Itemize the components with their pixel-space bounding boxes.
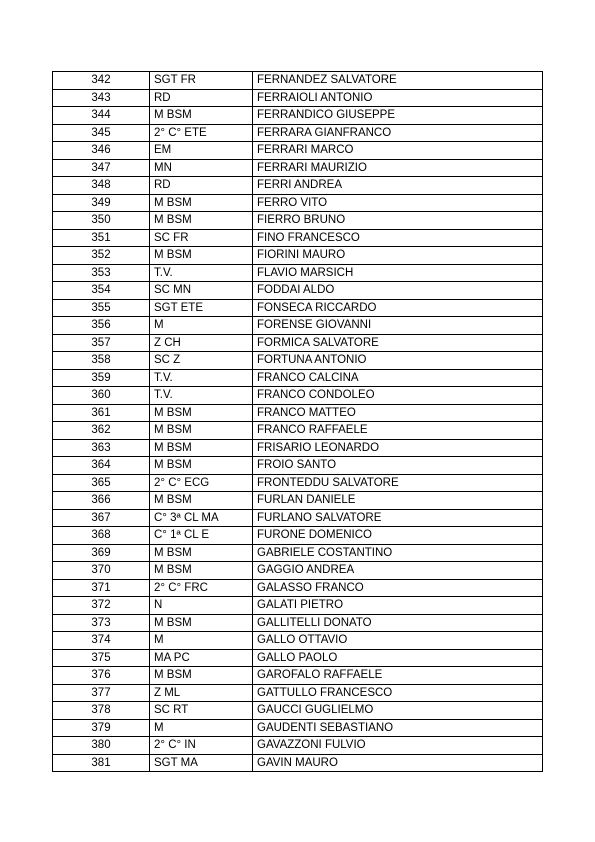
table-row	[53, 439, 543, 457]
row-number-cell: 358	[53, 352, 150, 370]
row-number-cell: 352	[53, 247, 150, 265]
name-cell: GAVAZZONI FULVIO	[253, 737, 543, 755]
row-number-cell: 370	[53, 562, 150, 580]
row-number-cell: 368	[53, 527, 150, 545]
row-number-cell: 351	[53, 229, 150, 247]
name-cell: FERRO VITO	[253, 194, 543, 212]
rank-cell: 2° C° ETE	[150, 124, 253, 142]
table-row	[53, 352, 543, 370]
table-row	[53, 544, 543, 562]
rank-cell: SC RT	[150, 702, 253, 720]
row-number-cell: 378	[53, 702, 150, 720]
table-row	[53, 264, 543, 282]
name-cell: FRONTEDDU SALVATORE	[253, 474, 543, 492]
rank-cell: M	[150, 719, 253, 737]
rank-cell: EM	[150, 142, 253, 160]
rank-cell: C° 1ª CL E	[150, 527, 253, 545]
name-cell: FURLAN DANIELE	[253, 492, 543, 510]
table-row	[53, 229, 543, 247]
rank-cell: M BSM	[150, 194, 253, 212]
personnel-table	[52, 71, 543, 772]
row-number-cell: 346	[53, 142, 150, 160]
name-cell: GALLO OTTAVIO	[253, 632, 543, 650]
rank-cell: M BSM	[150, 439, 253, 457]
name-cell: FERRARA GIANFRANCO	[253, 124, 543, 142]
table-row	[53, 527, 543, 545]
table-row	[53, 422, 543, 440]
row-number-cell: 354	[53, 282, 150, 300]
table-row	[53, 614, 543, 632]
table-row	[53, 754, 543, 772]
row-number-cell: 353	[53, 264, 150, 282]
row-number-cell: 372	[53, 597, 150, 615]
row-number-cell: 377	[53, 684, 150, 702]
table-row	[53, 317, 543, 335]
name-cell: GATTULLO FRANCESCO	[253, 684, 543, 702]
rank-cell: C° 3ª CL MA	[150, 509, 253, 527]
row-number-cell: 375	[53, 649, 150, 667]
rank-cell: RD	[150, 89, 253, 107]
name-cell: FODDAI ALDO	[253, 282, 543, 300]
rank-cell: 2° C° IN	[150, 737, 253, 755]
table-row	[53, 177, 543, 195]
name-cell: FERRI ANDREA	[253, 177, 543, 195]
table-row	[53, 142, 543, 160]
table-row	[53, 212, 543, 230]
row-number-cell: 344	[53, 107, 150, 125]
rank-cell: M BSM	[150, 457, 253, 475]
name-cell: GALASSO FRANCO	[253, 579, 543, 597]
row-number-cell: 343	[53, 89, 150, 107]
rank-cell: Z CH	[150, 334, 253, 352]
row-number-cell: 357	[53, 334, 150, 352]
rank-cell: T.V.	[150, 387, 253, 405]
rank-cell: M BSM	[150, 544, 253, 562]
table-row	[53, 649, 543, 667]
name-cell: FURLANO SALVATORE	[253, 509, 543, 527]
name-cell: FRANCO MATTEO	[253, 404, 543, 422]
name-cell: FERRAIOLI ANTONIO	[253, 89, 543, 107]
table-row	[53, 492, 543, 510]
name-cell: FIORINI MAURO	[253, 247, 543, 265]
rank-cell: SGT ETE	[150, 299, 253, 317]
rank-cell: M BSM	[150, 422, 253, 440]
name-cell: FURONE DOMENICO	[253, 527, 543, 545]
table-row	[53, 299, 543, 317]
row-number-cell: 363	[53, 439, 150, 457]
table-row	[53, 597, 543, 615]
rank-cell: RD	[150, 177, 253, 195]
table-row	[53, 474, 543, 492]
rank-cell: MN	[150, 159, 253, 177]
name-cell: GAVIN MAURO	[253, 754, 543, 772]
table-row	[53, 369, 543, 387]
table-row	[53, 159, 543, 177]
name-cell: GALATI PIETRO	[253, 597, 543, 615]
row-number-cell: 360	[53, 387, 150, 405]
name-cell: FONSECA RICCARDO	[253, 299, 543, 317]
rank-cell: M	[150, 632, 253, 650]
row-number-cell: 355	[53, 299, 150, 317]
rank-cell: 2° C° FRC	[150, 579, 253, 597]
rank-cell: T.V.	[150, 369, 253, 387]
row-number-cell: 365	[53, 474, 150, 492]
table-row	[53, 509, 543, 527]
name-cell: FROIO SANTO	[253, 457, 543, 475]
row-number-cell: 362	[53, 422, 150, 440]
name-cell: FERRARI MARCO	[253, 142, 543, 160]
rank-cell: M BSM	[150, 212, 253, 230]
table-row	[53, 282, 543, 300]
name-cell: FERNANDEZ SALVATORE	[253, 72, 543, 90]
name-cell: FORTUNA ANTONIO	[253, 352, 543, 370]
rank-cell: SC MN	[150, 282, 253, 300]
table-row	[53, 107, 543, 125]
row-number-cell: 350	[53, 212, 150, 230]
row-number-cell: 376	[53, 667, 150, 685]
rank-cell: M BSM	[150, 614, 253, 632]
table-row	[53, 404, 543, 422]
row-number-cell: 345	[53, 124, 150, 142]
rank-cell: M BSM	[150, 404, 253, 422]
row-number-cell: 349	[53, 194, 150, 212]
name-cell: FERRARI MAURIZIO	[253, 159, 543, 177]
name-cell: GALLITELLI DONATO	[253, 614, 543, 632]
row-number-cell: 381	[53, 754, 150, 772]
rank-cell: SC Z	[150, 352, 253, 370]
name-cell: GABRIELE COSTANTINO	[253, 544, 543, 562]
rank-cell: M BSM	[150, 492, 253, 510]
name-cell: FIERRO BRUNO	[253, 212, 543, 230]
rank-cell: SGT MA	[150, 754, 253, 772]
rank-cell: M BSM	[150, 667, 253, 685]
rank-cell: N	[150, 597, 253, 615]
name-cell: GAGGIO ANDREA	[253, 562, 543, 580]
name-cell: FORENSE GIOVANNI	[253, 317, 543, 335]
row-number-cell: 342	[53, 72, 150, 90]
name-cell: FERRANDICO GIUSEPPE	[253, 107, 543, 125]
row-number-cell: 347	[53, 159, 150, 177]
table-row	[53, 719, 543, 737]
name-cell: FLAVIO MARSICH	[253, 264, 543, 282]
name-cell: GAROFALO RAFFAELE	[253, 667, 543, 685]
rank-cell: SC FR	[150, 229, 253, 247]
rank-cell: M	[150, 317, 253, 335]
table-row	[53, 562, 543, 580]
row-number-cell: 380	[53, 737, 150, 755]
table-row	[53, 667, 543, 685]
row-number-cell: 371	[53, 579, 150, 597]
name-cell: FRANCO RAFFAELE	[253, 422, 543, 440]
rank-cell: 2° C° ECG	[150, 474, 253, 492]
rank-cell: M BSM	[150, 247, 253, 265]
row-number-cell: 374	[53, 632, 150, 650]
row-number-cell: 373	[53, 614, 150, 632]
personnel-table-body	[53, 72, 543, 772]
rank-cell: MA PC	[150, 649, 253, 667]
table-row	[53, 72, 543, 90]
name-cell: GAUCCI GUGLIELMO	[253, 702, 543, 720]
row-number-cell: 379	[53, 719, 150, 737]
table-row	[53, 124, 543, 142]
table-row	[53, 457, 543, 475]
rank-cell: M BSM	[150, 562, 253, 580]
row-number-cell: 356	[53, 317, 150, 335]
rank-cell: M BSM	[150, 107, 253, 125]
name-cell: GAUDENTI SEBASTIANO	[253, 719, 543, 737]
row-number-cell: 348	[53, 177, 150, 195]
name-cell: FRANCO CALCINA	[253, 369, 543, 387]
table-row	[53, 684, 543, 702]
table-row	[53, 89, 543, 107]
table-row	[53, 247, 543, 265]
table-row	[53, 334, 543, 352]
row-number-cell: 359	[53, 369, 150, 387]
table-row	[53, 632, 543, 650]
row-number-cell: 361	[53, 404, 150, 422]
rank-cell: T.V.	[150, 264, 253, 282]
rank-cell: SGT FR	[150, 72, 253, 90]
table-row	[53, 579, 543, 597]
name-cell: FRISARIO LEONARDO	[253, 439, 543, 457]
row-number-cell: 364	[53, 457, 150, 475]
name-cell: FINO FRANCESCO	[253, 229, 543, 247]
table-row	[53, 194, 543, 212]
table-row	[53, 702, 543, 720]
name-cell: FRANCO CONDOLEO	[253, 387, 543, 405]
row-number-cell: 369	[53, 544, 150, 562]
table-row	[53, 387, 543, 405]
rank-cell: Z ML	[150, 684, 253, 702]
row-number-cell: 367	[53, 509, 150, 527]
name-cell: GALLO PAOLO	[253, 649, 543, 667]
row-number-cell: 366	[53, 492, 150, 510]
name-cell: FORMICA SALVATORE	[253, 334, 543, 352]
table-row	[53, 737, 543, 755]
